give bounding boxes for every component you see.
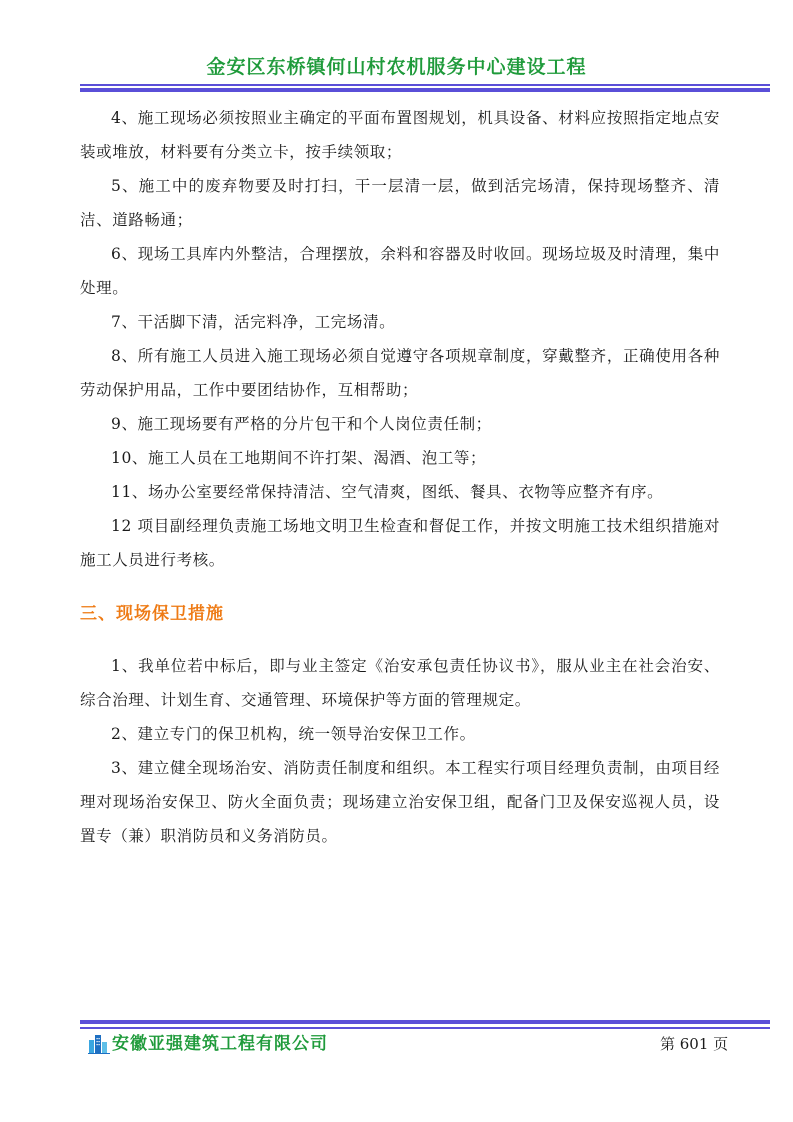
page-number: 第 601 页 [660, 1035, 729, 1053]
paragraph: 9、施工现场要有严格的分片包干和个人岗位责任制； [111, 415, 492, 433]
paragraph: 5、施工中的废弃物要及时打扫，干一层清一层，做到活完场清，保持现场整齐、清洁、道路畅通； [80, 177, 720, 229]
header-title: 金安区东桥镇何山村农机服务中心建设工程 [206, 56, 587, 78]
footer-rule-thick [80, 1020, 770, 1024]
footer-company-name: 安徽亚强建筑工程有限公司 [112, 1034, 328, 1054]
paragraph: 3、建立健全现场治安、消防责任制度和组织。本工程实行项目经理负责制，由项目经理对现场治安保卫、防火全面负责；现场建立治安保卫组，配备门卫及保安巡视人员，设置专（兼）职消防员和义务消防员。 [80, 759, 720, 845]
document-body [80, 101, 720, 853]
paragraph: 6、现场工具库内外整洁，合理摆放，余料和容器及时收回。现场垃圾及时清理，集中处理。 [80, 245, 720, 297]
paragraph: 10、施工人员在工地期间不许打架、渴酒、泡工等； [111, 449, 487, 467]
paragraph: 12 项目副经理负责施工场地文明卫生检查和督促工作，并按文明施工技术组织措施对施工人员进行考核。 [80, 517, 720, 569]
section-heading: 三、现场保卫措施 [80, 604, 224, 624]
paragraph: 7、干活脚下清，活完料净，工完场清。 [111, 313, 396, 331]
footer-rule-thin [80, 1027, 770, 1029]
paragraph: 2、建立专门的保卫机构，统一领导治安保卫工作。 [111, 725, 476, 743]
paragraph: 4、施工现场必须按照业主确定的平面布置图规划，机具设备、材料应按照指定地点安装或堆放，材料要有分类立卡，按手续领取； [80, 109, 720, 161]
paragraph: 11、场办公室要经常保持清洁、空气清爽，图纸、餐具、衣物等应整齐有序。 [111, 483, 664, 501]
header-rule-thin [80, 84, 770, 86]
header-rule-thick [80, 88, 770, 92]
paragraph: 8、所有施工人员进入施工现场必须自觉遵守各项规章制度，穿戴整齐，正确使用各种劳动保护用品，工作中要团结协作，互相帮助； [80, 347, 720, 399]
paragraph: 1、我单位若中标后，即与业主签定《治安承包责任协议书》，服从业主在社会治安、综合治理、计划生育、交通管理、环境保护等方面的管理规定。 [80, 657, 720, 709]
building-logo-icon [88, 1032, 110, 1054]
